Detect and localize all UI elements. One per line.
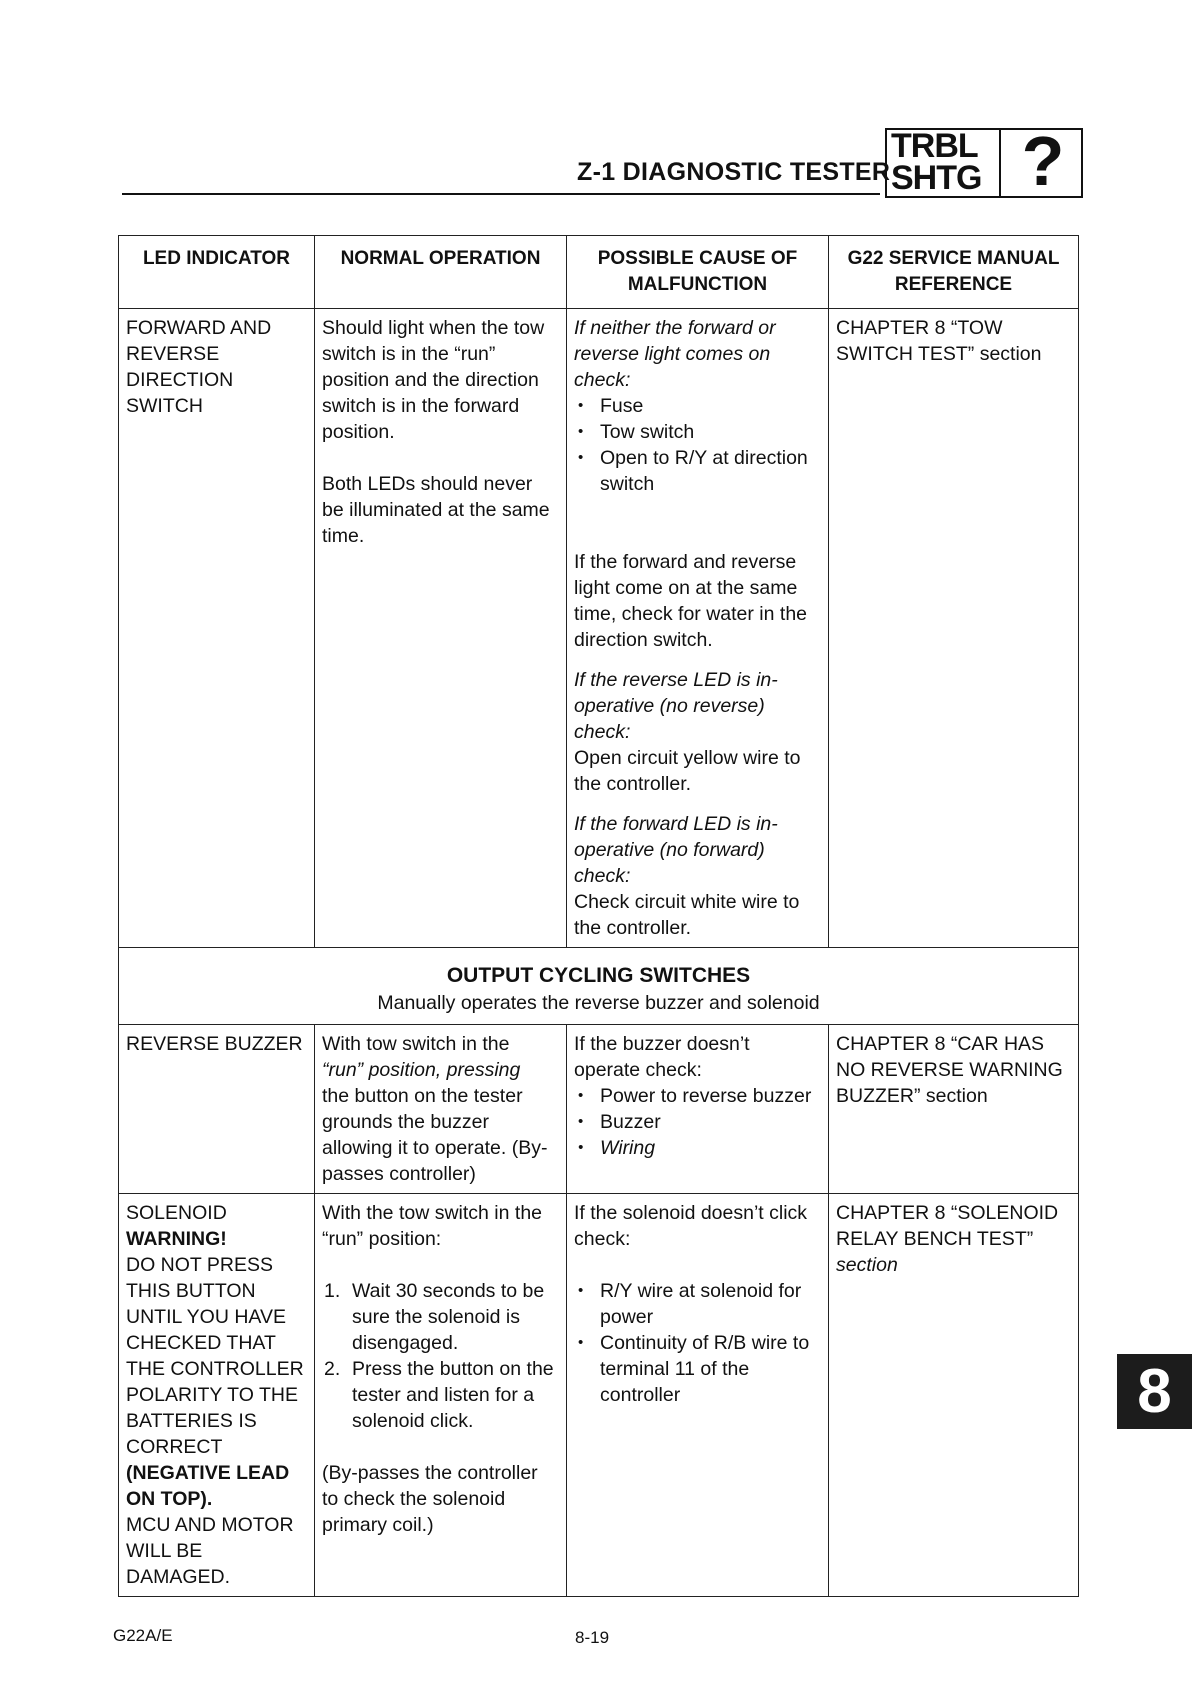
normal-operation-note: (By-passes the controller to check the solenoid primary coil.) <box>322 1462 538 1536</box>
header-led-indicator: LED INDICATOR <box>119 236 315 309</box>
table-row <box>119 309 1079 948</box>
reference-solenoid-cell <box>829 1194 1079 1597</box>
section-banner <box>119 948 1079 1025</box>
list-item: • Power to reverse buzzer <box>574 1083 821 1109</box>
cause-intro: If neither the forward or reverse light comes on check: <box>574 317 776 391</box>
diagnostic-table <box>118 235 1079 1597</box>
normal-operation-intro: With the tow switch in the “run” position: <box>322 1202 543 1250</box>
page-title: Z-1 DIAGNOSTIC TESTER <box>577 158 891 186</box>
badge-text-trbl: TRBL <box>891 127 978 165</box>
header-normal-operation: NORMAL OPERATION <box>315 236 567 309</box>
section-banner-row <box>119 948 1079 1025</box>
reference-solenoid-test: CHAPTER 8 “SOLENOID RELAY BENCH TEST” <box>836 1202 1059 1250</box>
trbl-shtg-badge <box>885 122 1083 200</box>
indicator-direction-switch: FORWARD AND REVERSE DIRECTION SWITCH <box>119 309 315 948</box>
normal-operation-cell <box>315 309 567 948</box>
badge-text-shtg: SHTG <box>891 159 982 197</box>
cause-both-lights: If the forward and reverse light come on at the same time, check for water in the direction switch. <box>574 551 808 651</box>
badge-divider <box>999 130 1001 196</box>
cause-intro: If the solenoid doesn’t click check: <box>574 1202 808 1250</box>
indicator-name: SOLENOID <box>126 1202 227 1224</box>
cause-reverse-intro: If the reverse LED is in-operative (no reverse) check: <box>574 669 778 743</box>
step-list <box>322 1278 559 1434</box>
list-item: • Fuse <box>574 393 821 419</box>
page-number: 8-19 <box>575 1628 610 1647</box>
warning-polarity: (NEGATIVE LEAD ON TOP). <box>126 1462 290 1510</box>
normal-operation-line: “run” position, pressing <box>322 1059 521 1081</box>
header-service-reference: G22 SERVICE MANUAL REFERENCE <box>829 236 1079 309</box>
possible-cause-cell <box>567 1025 829 1194</box>
step-text: Press the button on the tester and listen for a solenoid click. <box>352 1358 554 1432</box>
list-item: • Open to R/Y at direction switch <box>574 445 821 497</box>
table-row <box>119 1194 1079 1597</box>
reference-suffix: section <box>836 1254 898 1276</box>
chapter-tab: 8 <box>1117 1354 1192 1429</box>
question-mark-icon: ? <box>1021 122 1065 200</box>
cause-list <box>574 1278 821 1408</box>
section-title: OUTPUT CYCLING SWITCHES <box>446 964 751 987</box>
cause-list <box>574 1083 821 1161</box>
list-item: • Buzzer <box>574 1109 821 1135</box>
cause-forward-text: Check circuit white wire to the controller. <box>574 891 800 939</box>
footer-model: G22A/E <box>113 1626 173 1645</box>
normal-operation-text: the button on the tester grounds the buzzer allowing it to operate. (By-passes controller) <box>322 1085 548 1185</box>
list-item: • R/Y wire at solenoid for power <box>574 1278 821 1330</box>
badge-text <box>891 127 996 197</box>
step-number: 2. <box>324 1358 341 1380</box>
possible-cause-cell <box>567 309 829 948</box>
table-header-row <box>119 236 1079 309</box>
cause-forward-intro: If the forward LED is in-operative (no forward) check: <box>574 813 778 887</box>
cause-intro: If the buzzer doesn’t operate check: <box>574 1033 750 1081</box>
normal-operation-line: With tow switch in the <box>322 1033 510 1055</box>
normal-operation-note: Both LEDs should never be illuminated at the same time. <box>322 473 550 547</box>
list-item <box>322 1356 559 1434</box>
possible-cause-cell <box>567 1194 829 1597</box>
header-rule <box>122 193 880 195</box>
reference-reverse-buzzer: CHAPTER 8 “CAR HAS NO REVERSE WARNING BUZZER” section <box>829 1025 1079 1194</box>
normal-operation-text: Should light when the tow switch is in the “run” position and the direction switch is in the forward position. <box>322 317 545 443</box>
table-row <box>119 1025 1079 1194</box>
indicator-reverse-buzzer: REVERSE BUZZER <box>119 1025 315 1194</box>
header-possible-cause: POSSIBLE CAUSE OF MALFUNCTION <box>567 236 829 309</box>
list-item: • Continuity of R/B wire to terminal 11 of the controller <box>574 1330 821 1408</box>
list-item: • Wiring <box>574 1135 821 1161</box>
cause-list <box>574 393 821 497</box>
indicator-solenoid <box>119 1194 315 1597</box>
cause-reverse-text: Open circuit yellow wire to the controller. <box>574 747 801 795</box>
warning-text: DO NOT PRESS THIS BUTTON UNTIL YOU HAVE CHECKED THAT THE CONTROLLER POLARITY TO THE BATTERIES IS CORRECT <box>126 1254 304 1458</box>
list-item: • Tow switch <box>574 419 821 445</box>
normal-operation-cell <box>315 1194 567 1597</box>
reference-tow-switch-test: CHAPTER 8 “TOW SWITCH TEST” section <box>829 309 1079 948</box>
warning-label: WARNING! <box>126 1228 227 1250</box>
step-text: Wait 30 seconds to be sure the solenoid is disengaged. <box>352 1280 545 1354</box>
normal-operation-cell <box>315 1025 567 1194</box>
step-number: 1. <box>324 1280 341 1302</box>
section-subtitle: Manually operates the reverse buzzer and solenoid <box>377 992 820 1014</box>
list-item <box>322 1278 559 1356</box>
warning-damage: MCU AND MOTOR WILL BE DAMAGED. <box>126 1514 294 1588</box>
